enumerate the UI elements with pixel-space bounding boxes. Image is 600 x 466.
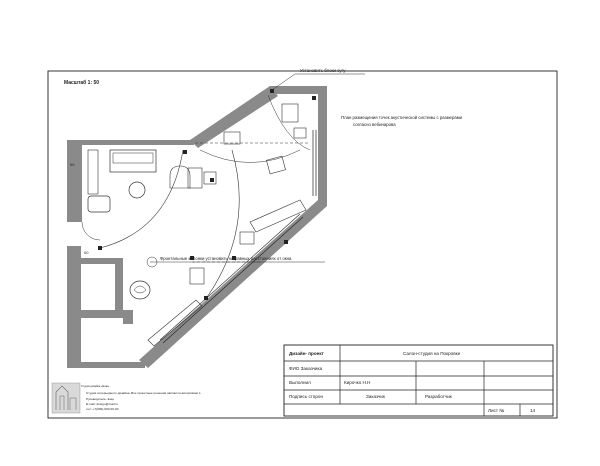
tb-project-title: Салон-студия на Покровке: [403, 351, 461, 356]
tb-project-label: Дизайн- проект: [289, 351, 324, 356]
footer-info-4: тел: +7(000)-000-00-00: [86, 407, 119, 411]
round-table: [129, 182, 145, 198]
wall-lower-inner-right: [115, 258, 123, 316]
footer-info-2: Руководитель: Ещё: [86, 397, 114, 401]
note-middle: Фронтальные колонки установить на равных расстояниях от окна: [160, 256, 292, 261]
wall-tag-lower: 00: [84, 250, 89, 255]
wall-diagonal-lower: [139, 200, 327, 368]
tb-author-label: Выполнил: [289, 380, 311, 385]
tb-client-label: ФИО Заказчика: [289, 366, 323, 371]
wall-right: [318, 86, 327, 206]
tb-signatures-label: Подпись сторон: [289, 394, 324, 399]
floor-plan: [67, 74, 365, 368]
wall-tag-left: 00: [70, 162, 75, 167]
tb-sheet-number: 14: [530, 408, 536, 413]
wall-left-lower: [67, 246, 81, 362]
studio-name: Студия дизайна «Ещё»: [81, 385, 110, 388]
wall-left-upper: [67, 140, 82, 222]
scale-label: Масштаб 1: 50: [64, 80, 100, 86]
footer-info-1: Студия интерьерного дизайна. Все проектные решения являются авторскими 1: [86, 391, 201, 395]
sofa: [110, 150, 156, 172]
studio-logo: [52, 383, 80, 413]
wall-stub: [123, 310, 133, 324]
wall-top-left: [82, 140, 194, 145]
tb-sheet-label: Лист №: [488, 408, 505, 413]
wall-lower-inner-bottom: [81, 310, 123, 318]
footer-info-3: E-mail: design@mail.ru: [86, 402, 119, 406]
tb-author-value: Кирочко Н.Н: [344, 380, 371, 385]
note-top: Установить блоки сугу: [300, 68, 346, 73]
wall-bottom: [67, 362, 145, 368]
tb-client-sign: Заказчик: [366, 394, 385, 399]
note-right-line2: согласно вебинарова: [353, 122, 396, 127]
note-right-line1: План размещения точек акустической системы с размерами: [341, 115, 463, 120]
armchair: [88, 196, 110, 212]
tb-developer-sign: Разработчик: [425, 394, 452, 399]
wall-top-right: [270, 86, 325, 94]
wall-diagonal-top: [190, 86, 278, 148]
